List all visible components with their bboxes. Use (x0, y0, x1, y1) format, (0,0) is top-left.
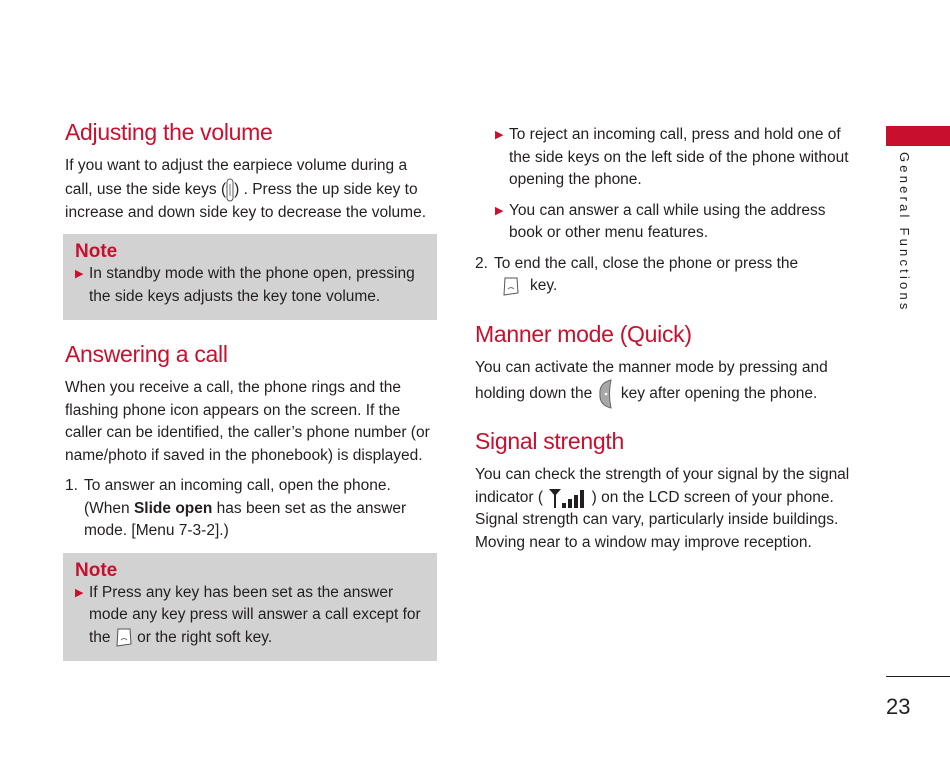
reject-call-bullet (495, 124, 860, 192)
note-box-answer (63, 553, 437, 662)
end-key-icon (502, 276, 520, 296)
note-bullet (75, 582, 425, 650)
bullet-arrow-icon: ▶ (75, 268, 84, 280)
step-1-text (84, 475, 437, 543)
signal-body-b: ) on the LCD screen of your phone. Signal strength can vary, particularly inside buildings. Moving near to a window may improve reception. (475, 488, 839, 551)
chapter-label: General Functions (897, 152, 912, 313)
signal-indicator-icon (547, 487, 587, 509)
step-2 (475, 253, 860, 298)
step-1-bold: Slide open (133, 499, 213, 517)
step-2-text-b: key. (530, 277, 558, 294)
chapter-tab-marker (886, 126, 950, 146)
end-key-icon (115, 627, 133, 647)
page-number-divider (886, 676, 950, 677)
section-title-signal-strength: Signal strength (475, 428, 624, 454)
section-title-manner-mode: Manner mode (Quick) (475, 320, 692, 347)
step-1-text-a: To answer an incoming call, open the phone. (When (84, 477, 391, 517)
side-key-icon (226, 178, 234, 202)
step-2-text (494, 253, 798, 298)
signal-strength-body (475, 464, 860, 554)
answering-call-body: When you receive a call, the phone rings and the flashing phone icon appears on the screen. If the caller can be identified, the caller’s phone number (or name/photo if saved in the phonebook) is displayed. (65, 379, 430, 464)
manner-key-icon (597, 379, 617, 409)
adjusting-volume-body (65, 155, 437, 224)
address-book-bullet (495, 200, 860, 245)
note-text (89, 582, 425, 650)
note-text-b: or the right soft key. (132, 628, 273, 646)
bullet-arrow-icon: ▶ (495, 204, 504, 217)
note-title: Note (75, 559, 118, 581)
middle-column (475, 124, 860, 554)
step-number: 2. (475, 254, 488, 272)
note-title: Note (75, 241, 118, 262)
adjusting-body-part2: ) . Press the up side key to increase and down side key to decrease the volume. (65, 180, 427, 221)
left-column (65, 118, 437, 661)
address-book-text: You can answer a call while using the address book or other menu features. (509, 201, 826, 241)
reject-call-text: To reject an incoming call, press and hold one of the side keys on the left side of the phone without opening the phone. (509, 126, 849, 188)
bullet-arrow-icon: ▶ (75, 586, 84, 599)
page-number: 23 (886, 694, 911, 719)
note-text-a: If Press any key has been set as the answer mode any key press will answer a call except for the (89, 583, 421, 646)
note-text: In standby mode with the phone open, pressing the side keys adjusts the key tone volume. (89, 265, 415, 305)
manner-body-a: You can activate the manner mode by pressing and holding down the (475, 358, 828, 403)
section-title-adjusting-volume: Adjusting the volume (65, 119, 273, 145)
adjusting-body-part1: If you want to adjust the earpiece volume during a call, use the side keys ( (65, 157, 408, 198)
step-1-text-b: has been set as the answer mode. [Menu 7-3-2].) (84, 499, 407, 539)
section-title-answering-call: Answering a call (65, 341, 228, 367)
note-bullet (75, 263, 425, 308)
note-box-volume (63, 234, 437, 320)
step-number: 1. (65, 477, 78, 494)
signal-body-a: You can check the strength of your signal by the signal indicator ( (475, 466, 850, 506)
manner-mode-body (475, 357, 860, 410)
step-2-text-a: To end the call, close the phone or press the (494, 254, 799, 272)
manner-body-b: key after opening the phone. (616, 385, 818, 403)
bullet-arrow-icon: ▶ (495, 129, 504, 141)
step-1 (65, 475, 437, 543)
